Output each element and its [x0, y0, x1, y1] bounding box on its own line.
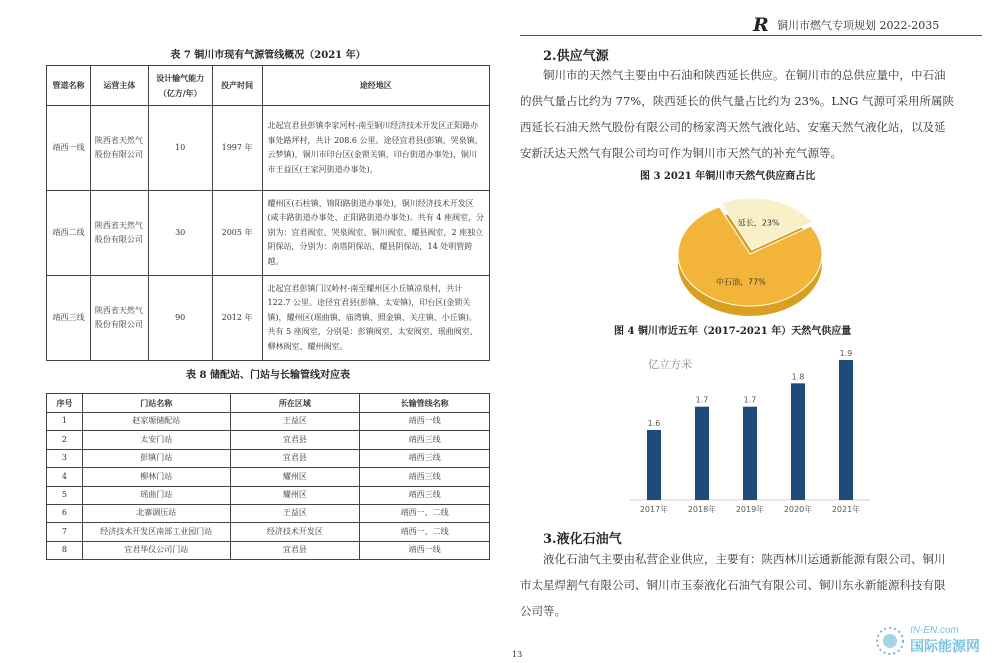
station-pipeline: 靖西三线: [360, 449, 490, 467]
table-row: [47, 449, 490, 467]
table-row: [47, 106, 490, 191]
pipeline-year: 2012 年: [212, 276, 262, 361]
logo-letter: R: [753, 14, 769, 34]
bar-2021年: [839, 360, 853, 500]
table7-title: 表 7 铜川市现有气源管线概况（2021 年）: [170, 50, 366, 61]
paragraph-line: 安新沃达天然气有限公司均可作为铜川市天然气的补充气源等。: [520, 146, 842, 160]
paragraph-line: 液化石油气主要由私营企业供应，主要有：陕西林川运通新能源有限公司、铜川: [543, 552, 946, 566]
header-rule: [520, 35, 982, 36]
table8-header-row: [47, 394, 490, 413]
pipeline-capacity: 30: [148, 191, 212, 276]
fig3-title: 图 3 2021 年铜川市天然气供应商占比: [640, 171, 816, 182]
station-district: 王益区: [230, 413, 360, 431]
station-name: 经济技术开发区南部工业园门站: [82, 523, 230, 541]
pie-chart: [670, 182, 840, 322]
station-name: 赵家塬储配站: [82, 413, 230, 431]
pipeline-route: 北起宜君彭镇门汉岭村-南至耀州区小丘镇凉泉村，共计 122.7 公里。途径宜君县(彭镇、太安镇)，印台区(金锁关镇)，耀州区(瑶曲镇、庙湾镇、照金镇、关庄镇、小丘镇)。共有 5 座阀室，分别是：彭镇阀室、太安阀室、瑶曲阀室、柳林阀室、耀州阀室。: [262, 276, 489, 361]
bar-category-label: 2019年: [735, 505, 765, 514]
table-row: [47, 276, 490, 361]
bar-2017年: [647, 430, 661, 500]
section2-heading: 2.供应气源: [543, 49, 609, 64]
pipeline-name: 靖西三线: [47, 276, 91, 361]
report-logo-icon: [752, 14, 772, 34]
table8-header-cell: 门站名称: [82, 394, 230, 413]
bar-unit-label: 亿立方米: [648, 358, 692, 371]
paragraph-line: 铜川市的天然气主要由中石油和陕西延长供应。在铜川市的总供应量中，中石油: [543, 68, 946, 82]
pipeline-name: 靖西二线: [47, 191, 91, 276]
station-name: 太安门站: [82, 431, 230, 449]
table8-title: 表 8 储配站、门站与长输管线对应表: [186, 370, 350, 381]
bar-2020年: [791, 383, 805, 500]
table-row: [47, 468, 490, 486]
station-name: 柳林门站: [82, 468, 230, 486]
sunburst-icon: [877, 628, 903, 654]
station-district: 经济技术开发区: [230, 523, 360, 541]
table-row: [47, 431, 490, 449]
pipeline-year: 1997 年: [212, 106, 262, 191]
paragraph-line: 西延长石油天然气股份有限公司的杨家湾天然气液化站、安塞天然气液化站，以及延: [520, 120, 946, 134]
station-name: 瑶曲门站: [82, 486, 230, 504]
station-name: 北寨调压站: [82, 504, 230, 522]
table7-pipeline-overview: [46, 65, 490, 361]
section2-paragraph: [520, 62, 973, 166]
table8-station-mapping: [46, 393, 490, 560]
pipeline-operator: 陕西省天然气股份有限公司: [90, 106, 148, 191]
bar-value-label: 1.7: [743, 395, 757, 405]
row-index: 5: [47, 486, 83, 504]
station-pipeline: 靖西三线: [360, 468, 490, 486]
running-header-title: 铜川市燃气专项规划 2022-2035: [777, 19, 940, 32]
bar-category-label: 2018年: [687, 505, 717, 514]
fig4-title: 图 4 铜川市近五年（2017-2021 年）天然气供应量: [614, 326, 852, 337]
bar-value-label: 1.6: [647, 419, 661, 428]
station-pipeline: 靖西一、二线: [360, 504, 490, 522]
pipeline-operator: 陕西省天然气股份有限公司: [90, 191, 148, 276]
bar-chart: [630, 340, 880, 520]
station-pipeline: 靖西一线: [360, 413, 490, 431]
bar-category-label: 2021年: [831, 505, 861, 514]
paragraph-line: 的供气量占比约为 77%，陕西延长的供气量占比约为 23%。LNG 气源可采用所属陕: [520, 94, 954, 108]
bar-2018年: [695, 407, 709, 500]
table7-header-cell: 途经地区: [262, 66, 489, 106]
bar-value-label: 1.8: [791, 372, 805, 382]
pipeline-route: 北起宜君县彭镇李家河村-南至铜川经济技术开发区正阳路办事处路坪村，共计 208.6 公里。途径宜君县(彭镇、哭泉镇、云梦镇)，铜川市印台区(金锁关镇、印台街道办事处)，铜川市王益区(王家河街道办事处)，: [262, 106, 489, 191]
paragraph-line: 公司等。: [520, 604, 566, 618]
station-district: 宜君县: [230, 541, 360, 559]
pipeline-capacity: 90: [148, 276, 212, 361]
row-index: 4: [47, 468, 83, 486]
bar-value-label: 1.7: [695, 395, 709, 405]
station-pipeline: 靖西一、二线: [360, 523, 490, 541]
paragraph-line: 市太星焊割气有限公司、铜川市玉泰液化石油气有限公司、铜川东永新能源科技有限: [520, 578, 946, 592]
section3-paragraph: [520, 546, 973, 624]
pipeline-capacity: 10: [148, 106, 212, 191]
table-row: [47, 541, 490, 559]
bar-value-label: 1.9: [839, 349, 853, 358]
station-district: 宜君县: [230, 449, 360, 467]
station-pipeline: 靖西三线: [360, 486, 490, 504]
table-row: [47, 523, 490, 541]
bar-category-label: 2017年: [639, 505, 669, 514]
row-index: 7: [47, 523, 83, 541]
watermark-text: 国际能源网: [910, 639, 980, 655]
table8-body: [47, 413, 490, 560]
table-row: [47, 413, 490, 431]
station-pipeline: 靖西一线: [360, 541, 490, 559]
pipeline-route: 耀州区(石柱镇、锦阳路街道办事处)，铜川经济技术开发区(咸丰路街道办事处、正阳路街道办事处)。共有 4 座阀室，分别为：宜君阀室、哭泉阀室、铜川阀室、耀县阀室，2 座独立阴保站，分别为：南塔阴保站、耀县阴保站，14 处明管跨越。: [262, 191, 489, 276]
table7-header-cell: 设计输气能力（亿方/年）: [148, 66, 212, 106]
pipeline-name: 靖西一线: [47, 106, 91, 191]
station-name: 宜君华仪公司门站: [82, 541, 230, 559]
station-district: 耀州区: [230, 486, 360, 504]
table7-header-row: [47, 66, 490, 106]
station-district: 王益区: [230, 504, 360, 522]
pie-data-label: 中石油，77%: [716, 277, 766, 287]
table8-header-cell: 长输管线名称: [360, 394, 490, 413]
watermark-brand: IN-EN.com: [910, 625, 959, 636]
table-row: [47, 504, 490, 522]
row-index: 8: [47, 541, 83, 559]
table-row: [47, 486, 490, 504]
table8-header-cell: 所在区域: [230, 394, 360, 413]
row-index: 6: [47, 504, 83, 522]
station-name: 彭镇门站: [82, 449, 230, 467]
bar-2019年: [743, 407, 757, 500]
section3-heading: 3.液化石油气: [543, 532, 622, 547]
table7-header-cell: 投产时间: [212, 66, 262, 106]
station-district: 宜君县: [230, 431, 360, 449]
table-row: [47, 191, 490, 276]
page-number: 13: [512, 650, 523, 659]
row-index: 1: [47, 413, 83, 431]
watermark-logo: [870, 617, 990, 659]
row-index: 2: [47, 431, 83, 449]
table8-header-cell: 序号: [47, 394, 83, 413]
station-district: 耀州区: [230, 468, 360, 486]
table7-header-cell: 运营主体: [90, 66, 148, 106]
row-index: 3: [47, 449, 83, 467]
pipeline-operator: 陕西省天然气股份有限公司: [90, 276, 148, 361]
pipeline-year: 2005 年: [212, 191, 262, 276]
bar-category-label: 2020年: [783, 505, 813, 514]
station-pipeline: 靖西三线: [360, 431, 490, 449]
table7-header-cell: 管道名称: [47, 66, 91, 106]
pie-data-label: 延长，23%: [737, 218, 780, 228]
